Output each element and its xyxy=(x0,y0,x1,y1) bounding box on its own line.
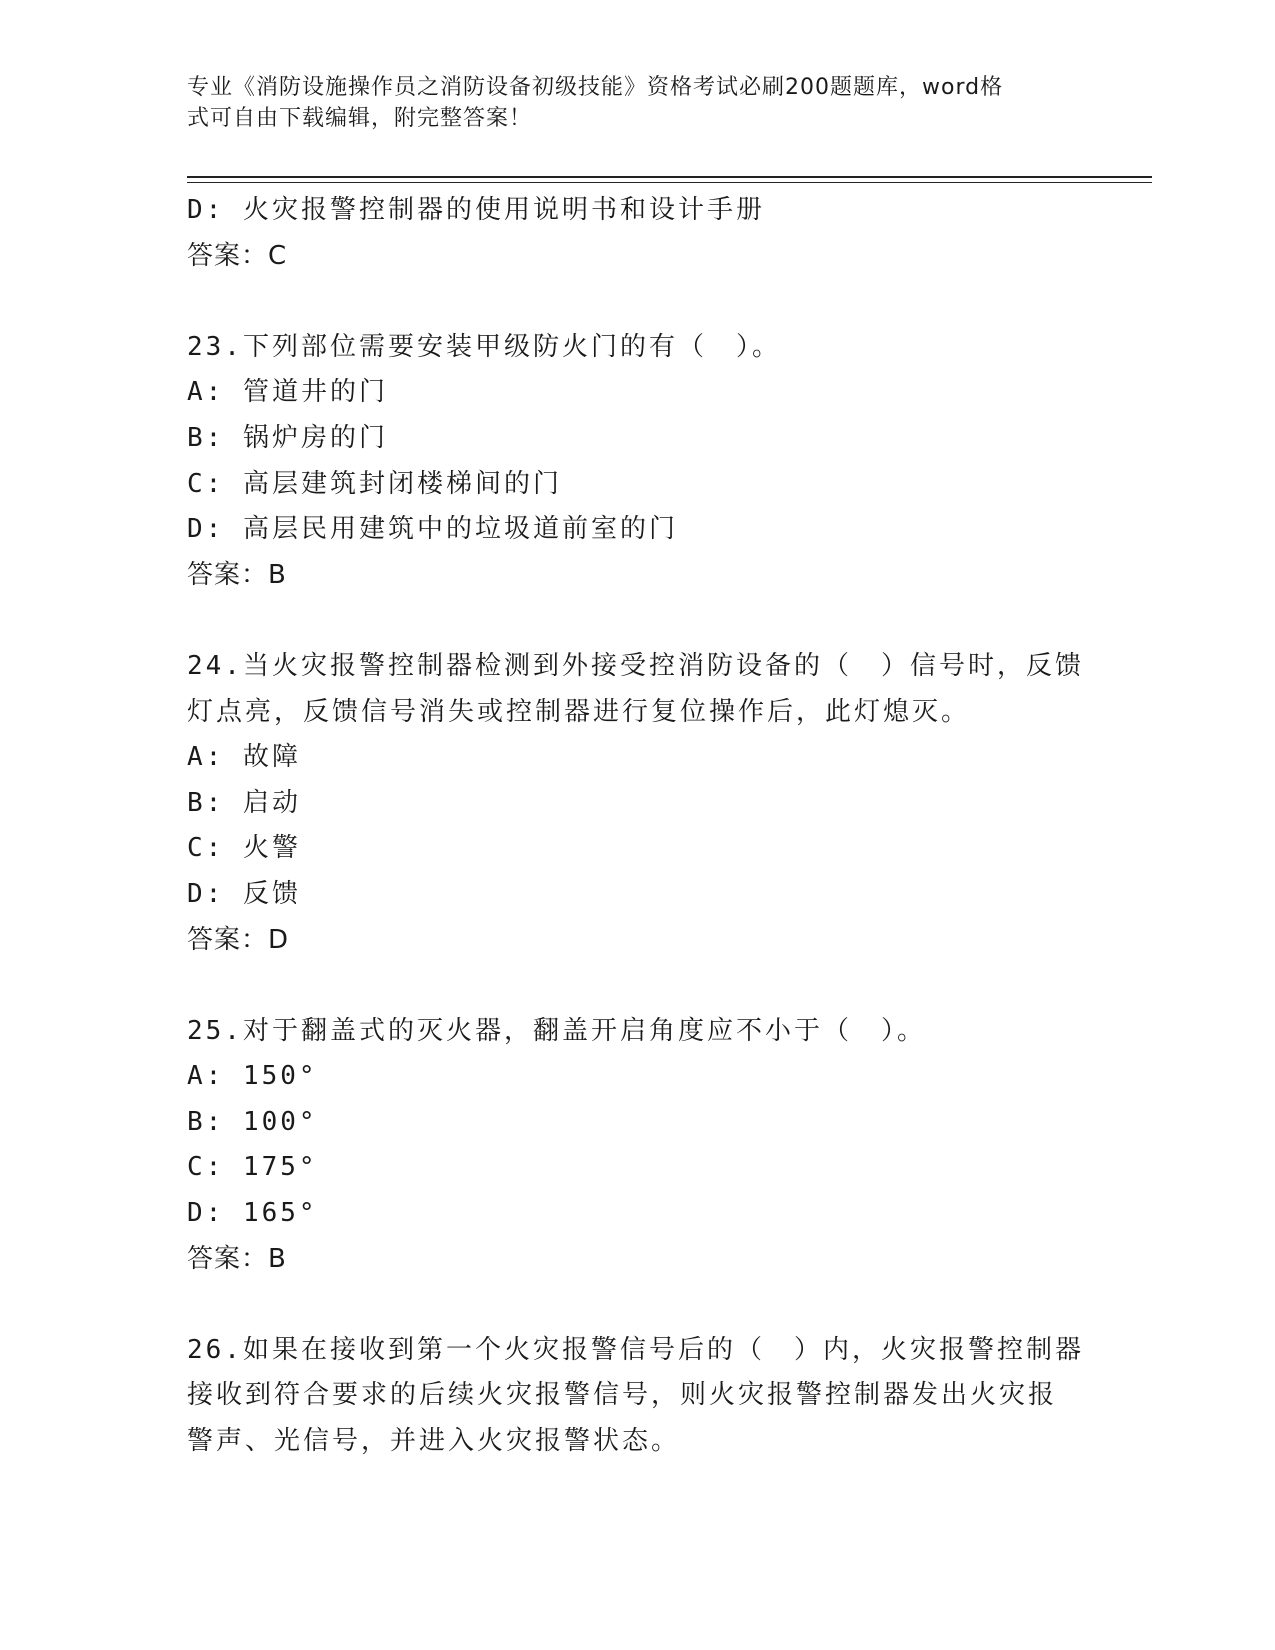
answer: 答案：B xyxy=(187,559,287,590)
option-b: B: 启动 xyxy=(187,787,301,818)
option-b: B: 锅炉房的门 xyxy=(187,422,388,453)
carryover-answer: 答案：C xyxy=(187,240,288,271)
question-stem: 25.对于翻盖式的灭火器，翻盖开启角度应不小于（ ）。 xyxy=(187,1015,926,1046)
question-23 xyxy=(187,325,1087,599)
question-26 xyxy=(187,1328,1087,1465)
spacer xyxy=(187,598,1087,644)
header-line-2: 式可自由下载编辑，附完整答案！ xyxy=(187,106,533,131)
carryover-option-d: D: 火灾报警控制器的使用说明书和设计手册 xyxy=(187,195,765,225)
option-c: C: 175° xyxy=(187,1152,318,1183)
spacer xyxy=(187,1282,1087,1328)
question-stem-line-1: 24.当火灾报警控制器检测到外接受控消防设备的（ ）信号时，反馈 xyxy=(187,650,1084,681)
question-stem-line-2: 灯点亮，反馈信号消失或控制器进行复位操作后，此灯熄灭。 xyxy=(187,696,971,727)
document-header xyxy=(187,72,1087,134)
option-a: A: 150° xyxy=(187,1061,318,1092)
question-stem-line-1: 26.如果在接收到第一个火灾报警信号后的（ ）内，火灾报警控制器 xyxy=(187,1334,1084,1365)
option-c: C: 火警 xyxy=(187,833,301,864)
answer: 答案：D xyxy=(187,924,290,955)
question-25 xyxy=(187,1009,1087,1283)
question-24 xyxy=(187,644,1087,963)
option-d: D: 高层民用建筑中的垃圾道前室的门 xyxy=(187,514,678,545)
option-d: D: 反馈 xyxy=(187,878,301,909)
option-c: C: 高层建筑封闭楼梯间的门 xyxy=(187,468,562,499)
option-a: A: 故障 xyxy=(187,742,301,773)
header-rule-thick xyxy=(187,176,1152,178)
answer: 答案：B xyxy=(187,1243,287,1274)
header-rule-thin xyxy=(187,182,1152,183)
header-line-1: 专业《消防设施操作员之消防设备初级技能》资格考试必刷200题题库，word格 xyxy=(187,75,1004,100)
question-content xyxy=(187,188,1087,1465)
question-stem-line-2: 接收到符合要求的后续火灾报警信号，则火灾报警控制器发出火灾报 xyxy=(187,1380,1058,1411)
option-a: A: 管道井的门 xyxy=(187,377,388,408)
option-d: D: 165° xyxy=(187,1198,318,1229)
question-stem: 23.下列部位需要安装甲级防火门的有（ ）。 xyxy=(187,331,781,362)
spacer xyxy=(187,279,1087,325)
spacer xyxy=(187,963,1087,1009)
question-stem-line-3: 警声、光信号，并进入火灾报警状态。 xyxy=(187,1426,681,1457)
option-b: B: 100° xyxy=(187,1106,318,1137)
